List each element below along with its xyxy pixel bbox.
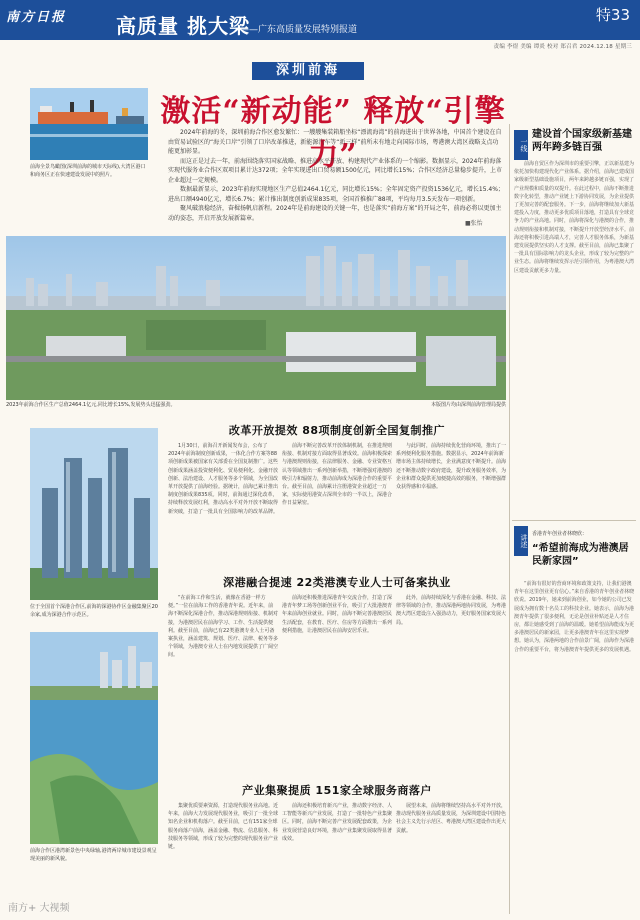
app-watermark: 南方+ 大视频 (8, 903, 70, 914)
article-byline: ■张怡 (465, 220, 483, 227)
lead-paragraph: 数据最新显示，2023年前海实现地区生产总值2464.1亿元，同比增长15%；全年固定资产投资1536亿元，增长15.4%；进出口额4940亿元，增长6.7%；累计推出制度创新成果835项，全国首推推广88项，平均每月3.5天发布一项创新。 (168, 186, 504, 203)
section2-col1: “在前海工作和生活，就像在香港一样方便。”一位在前海工作的香港青年说。近年来，前海不断深化深港合作，推动深港规则衔接、机制对接，为港澳居民在前海学习、工作、生活提供便利。截至目前，前海已有22类港澳专业人士可备案执业，涵盖建筑、规划、医疗、法律、税务等多个领域，为港澳专业人士在内地发展提供了广阔空间。 (168, 595, 278, 659)
sidebar-pre-2: 香港青年创业者林晓欣： (532, 531, 588, 537)
skyline-caption-left: 2023年前海合作区生产总值2464.1亿元,同比增长15%,发展势头迅猛强劲。 (6, 402, 176, 408)
section1-col1: 1月30日，前海召开新闻发布会，公布了2024年前海制度创新成果，一体化合作方案等88项创新成果被国家有关部委在全国复制推广。这些创新成果涵盖投资便利化、贸易便利化、金融开放创新、法治建设、人才服务等多个领域，为全国改革开放提供了前海经验。据统计，前海已累计推出制度创新成果835项。同时，前海通过深化改革，持续释放发展红利，推动高水平对外开放不断取得新突破，打造了一批具有全国影响力的改革品牌。 (168, 443, 278, 515)
section-subtitle: ——广东高质量发展特别报道 (240, 25, 358, 35)
article-headline: 激活“新动能” 释放“引擎力” (160, 94, 506, 173)
section3-title: 产业集聚提质 151家全球服务商落户 (242, 784, 432, 797)
port-photo (30, 88, 148, 160)
section3-col2: 前海还积极培育新兴产业，推动数字经济、人工智能等新兴产业发展，打造了一批特色产业集聚区。同时，前海不断完善产业发展配套政策，为企业发展营造良好环境，推动产业集聚发展取得显著成效。 (282, 803, 392, 842)
article-kicker: 深圳前海 (252, 62, 364, 80)
edition-meta: 责编 李煜 美编 谭炎 校对 郑召君 2024.12.18 星期三 (493, 44, 632, 50)
column-divider (509, 124, 510, 914)
section1-col2: 前海不断完善改革开放体制机制，在推进规则衔接、机制对接方面取得显著成效。前海积极探索与港澳规则衔接，在法律服务、金融、专业资格互认等领域推出一系列创新举措，不断增强对港澳的吸引力和辐射力，推动前海成为深港合作的重要平台。截至目前，前海累计注册港资企业超过一万家，实际使用港资占深圳全市的一半以上，深港合作日益紧密。 (282, 443, 392, 507)
newspaper-logo: 南方日报 (6, 10, 67, 25)
section3-col3: 展望未来，前海将继续坚持高水平对外开放，推动现代服务业高质量发展，为深圳建设中国特色社会主义先行示范区、粤港澳大湾区建设作出更大贡献。 (396, 803, 506, 834)
lead-paragraph: 而这正是过去一年，前海围绕落实国家战略、推进高水平开放、构建现代产业体系的一个缩影。数据显示，2024年前海落实现代服务业合作区双项目累计达372项；全年实现进出口贸易额1500亿元，同比增长15%；合作区经济总量稳步提升，上市企业超过一定规模。 (168, 157, 503, 184)
section1-title: 改革开放提效 88项制度创新全国复制推广 (228, 424, 446, 437)
article-lead (168, 128, 504, 223)
section1-col3: 与此同时，前海持续优化营商环境，推出了一系列便利化服务措施。数据显示，2024年前海新增市场主体持续增长，企业满意度不断提升。前海还不断推动数字政府建设，提升政务服务效率，为企业和群众提供更加便捷高效的服务，不断增强群众获得感和幸福感。 (396, 443, 506, 491)
sidebar-tag-narrative: 讲述 (514, 526, 528, 556)
port-photo-caption: 前海全景鸟瞰图(深圳前海的城市天际线),大湾区港口和商务区正在快速建设发展中的照片。 (30, 164, 146, 178)
section-title: 高质量 挑大梁 (116, 14, 250, 38)
section2-col3: 此外，前海持续深化与香港在金融、科技、法律等领域的合作，推动深港两地协同发展，为粤港澳大湾区建设注入强劲动力，更好服务国家发展大局。 (396, 595, 506, 626)
section2-col2: 前海还积极推进深港青年交流合作，打造了深港青年梦工场等创新创业平台，吸引了大批港澳青年来前海创业就业。同时，前海不断完善港澳居民生活配套，在教育、医疗、住房等方面推出一系列便利措施，让港澳居民在前海安居乐业。 (282, 595, 392, 634)
page-number: 特33 (595, 6, 630, 24)
lead-paragraph: 聚风破浪稳经济，奋楫扬帆启新程。2024年是前海建设的关键一年，也是落实“前海方案”的开局之年，前海必将以更加主动的姿态，开启开放发展新篇章。 (168, 205, 502, 222)
sidebar-body-2: “前海有很好的营商环境和政策支持，让我们港澳青年在这里创业更有信心。”来自香港的青年创业者林晓欣说。2019年，她来到前海创业，如今她的公司已发展成为拥有数十名员工的科技企业。她表示，前海为港澳青年提供了很多便利，无论是创业补贴还是人才住房，都让她感受到了前海的温暖。她希望前海能成为更多港澳居民的新家园，让更多港澳青年在这里实现梦想。她认为，深港两地的合作前景广阔，前海作为深港合作的重要平台，将为港澳青年提供更多的发展机遇。 (514, 581, 635, 653)
lead-paragraph: 2024年前海的冬，深圳前海合作区愈发繁忙：一艘艘集装箱船坐标“漂流海湾”的前海进出于世界各地，中国首个建设在自由贸易试验区的“海关口岸”引领了口岸改革推进，新能源汽车等“新三样”前所未有地走向国际市场，粤港澳大湾区战略支点功能更加彰显。 (168, 129, 502, 155)
sidebar-headline-1: 建设首个国家级新基建两年跨多链百强 (532, 129, 632, 153)
towers-caption: 位于全国首个深港合作区,前海的深港协作区金融集聚区20余家,成为深港合作示范区。 (30, 604, 158, 618)
masthead (0, 0, 640, 40)
skyline-caption-right: 本版图片均由深圳前海管理局提供 (430, 402, 506, 408)
sidebar-headline-2: “希望前海成为港澳居民新家园” (532, 543, 629, 567)
sidebar-body-1: 前海自贸区作为深圳市的重要引擎，正以新基建为依托加快构建现代化产业体系。据介绍，前海已建成国家级新型基础设施项目，两年来跨越多链百强，实现了产业规模和质量的双提升。在此过程中，前海不断推进数字化转型，推动产业链上下游协同发展，为企业提供了更加完善的配套服务。下一步，前海将继续加大新基建投入力度，推动更多优质项目落地，打造具有全球竞争力的产业高地。同时，前海将深化与港澳的合作，推动规则衔接和机制对接，不断提升开放型经济水平。前海还将积极引进高端人才，完善人才服务体系，为新基建发展提供坚实的人才支撑。截至目前，前海已集聚了一批具有国际影响力的龙头企业，形成了较为完整的产业生态。前海将继续发挥示范引领作用，为粤港澳大湾区建设贡献更多力量。 (514, 161, 635, 274)
section-divider (512, 520, 636, 521)
towers-photo (30, 428, 158, 600)
section3-col1: 集聚优质要素资源，打造现代服务业高地。近年来，前海大力发展现代服务业，吸引了一批全球知名企业和机构落户。截至目前，已有151家全球服务商落户前海，涵盖金融、物流、信息服务、科技服务等领域，形成了较为完整的现代服务业产业链。 (168, 803, 278, 851)
sidebar-tag-frontline: 一线 (514, 130, 528, 160)
harbor-caption: 前海合作区港湾新景色中央绿轴,港湾两岸城市建设景观呈现美丽的新风貌。 (30, 848, 157, 862)
section2-title: 深港融合提速 22类港澳专业人士可备案执业 (223, 576, 451, 589)
skyline-photo (6, 236, 506, 400)
harbor-photo (30, 632, 158, 844)
